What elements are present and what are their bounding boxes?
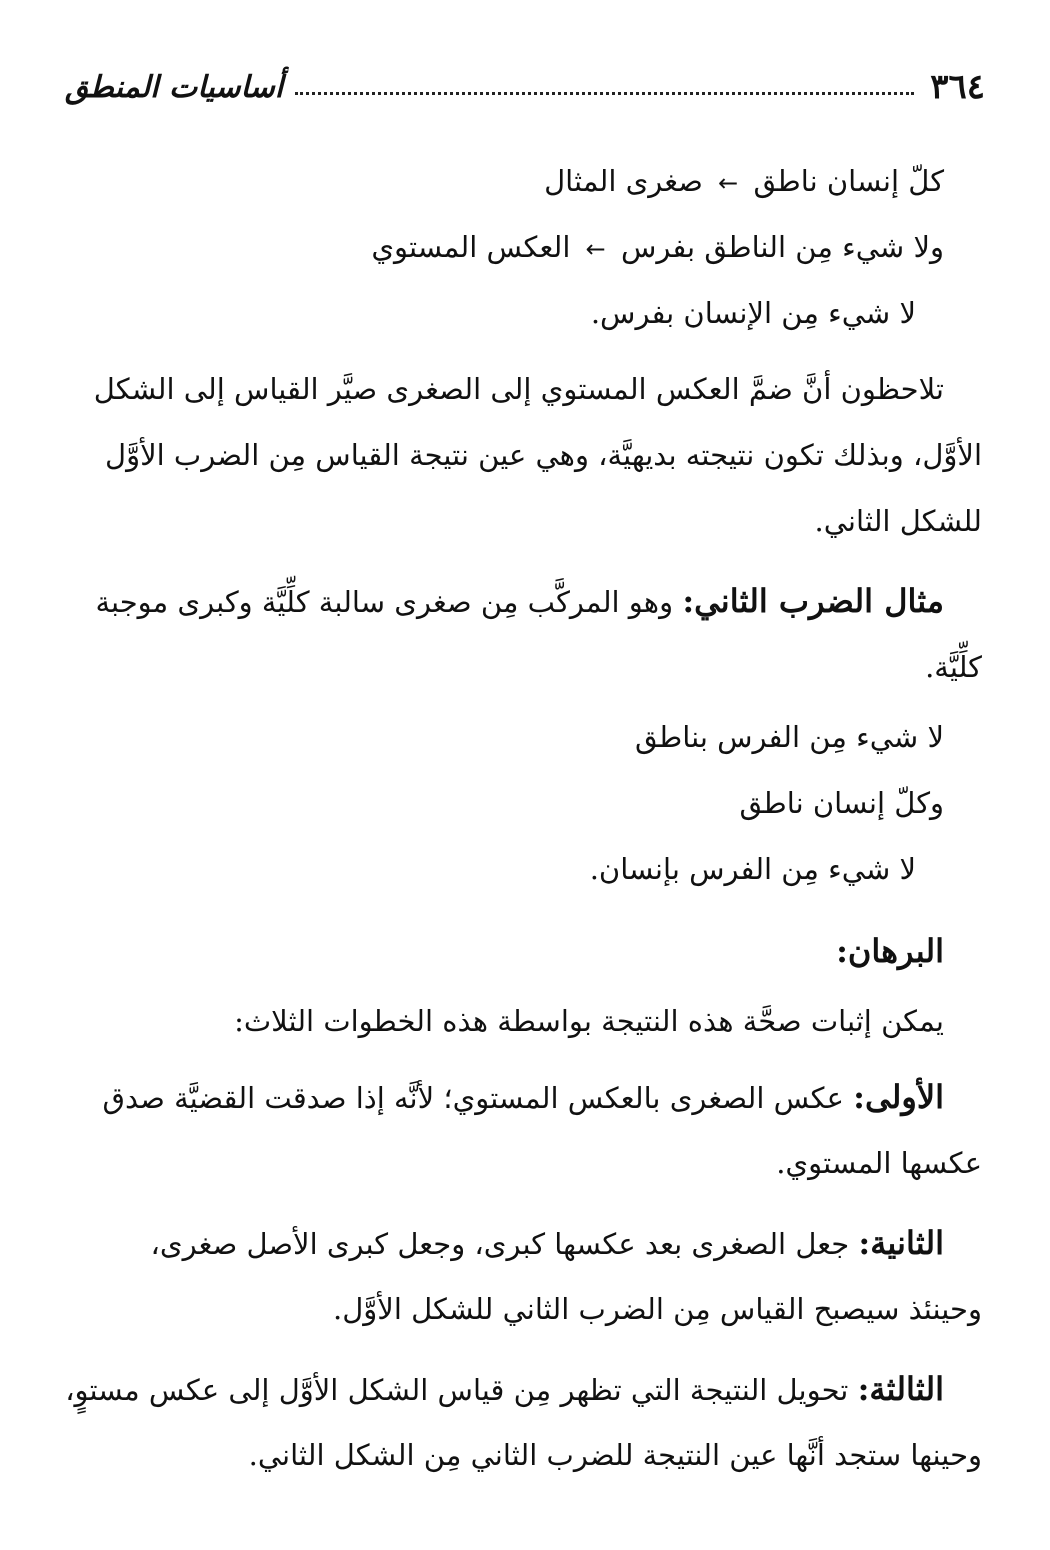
example1-premise-minor <box>66 148 982 214</box>
paragraph-observation <box>66 356 982 554</box>
example2-conclusion: لا شيء مِن الفرس بإنسان. <box>589 852 916 886</box>
paragraph-second-mood-line-2: كلِّيَّة. <box>925 650 982 684</box>
proof-step-3-text: تحويل النتيجة التي تظهر مِن قياس الشكل الأوَّل إلى عكس مستوٍ، <box>65 1373 849 1407</box>
header-dotted-leader <box>295 92 914 95</box>
example1-premise-minor-note: صغرى المثال <box>544 164 703 198</box>
proof-step-1-line-1 <box>66 1064 982 1130</box>
proof-heading: البرهان: <box>836 932 944 970</box>
page-content <box>66 148 982 1492</box>
paragraph-second-mood <box>66 568 982 700</box>
proof-step-2-line-1 <box>66 1210 982 1276</box>
proof-step-2-label: الثانية: <box>858 1224 944 1262</box>
arrow-icon: ← <box>585 235 606 263</box>
second-mood-text: وهو المركَّب مِن صغرى سالبة كلِّيَّة وكبرى موجبة <box>95 585 674 619</box>
example1-premise-major-note: العكس المستوي <box>371 230 571 264</box>
example1-premise-minor-text: كلّ إنسان ناطق <box>753 164 944 198</box>
proof-step-1-text: عكس الصغرى بالعكس المستوي؛ لأنَّه إذا صدقت القضيَّة صدق <box>102 1081 844 1115</box>
paragraph-observation-line-3: للشكل الثاني. <box>814 504 982 538</box>
example1-premise-major <box>66 214 982 280</box>
proof-step-1-label: الأولى: <box>853 1078 944 1116</box>
second-mood-heading: مثال الضرب الثاني: <box>682 582 944 620</box>
paragraph-observation-line-1: تلاحظون أنَّ ضمَّ العكس المستوي إلى الصغرى صيَّر القياس إلى الشكل <box>93 372 944 406</box>
proof-step-3-line-1 <box>66 1356 982 1422</box>
proof-step-3 <box>66 1356 982 1488</box>
example1-conclusion: لا شيء مِن الإنسان بفرس. <box>590 296 916 330</box>
page-number: ٣٦٤ <box>930 67 985 107</box>
proof-step-1 <box>66 1064 982 1196</box>
page-header <box>65 62 985 112</box>
example2-premise-major: وكلّ إنسان ناطق <box>739 786 944 820</box>
arrow-icon: ← <box>718 169 739 197</box>
paragraph-second-mood-line-1 <box>66 568 982 634</box>
proof-step-3-label: الثالثة: <box>857 1370 944 1408</box>
proof-step-2-line-2: وحينئذ سيصبح القياس مِن الضرب الثاني للشكل الأوَّل. <box>332 1292 982 1326</box>
proof-step-2 <box>66 1210 982 1342</box>
proof-intro: يمكن إثبات صحَّة هذه النتيجة بواسطة هذه الخطوات الثلاث: <box>234 1004 944 1038</box>
proof-step-1-line-2: عكسها المستوي. <box>776 1146 982 1180</box>
book-title: أساسيات المنطق <box>65 69 284 105</box>
proof-step-2-text: جعل الصغرى بعد عكسها كبرى، وجعل كبرى الأصل صغرى، <box>150 1227 850 1261</box>
example2-premise-minor: لا شيء مِن الفرس بناطق <box>634 720 944 754</box>
example1-premise-major-text: ولا شيء مِن الناطق بفرس <box>620 230 944 264</box>
proof-step-3-line-2: وحينها ستجد أنَّها عين النتيجة للضرب الثاني مِن الشكل الثاني. <box>248 1438 982 1472</box>
paragraph-observation-line-2: الأوَّل، وبذلك تكون نتيجته بديهيَّة، وهي عين نتيجة القياس مِن الضرب الأوَّل <box>105 438 982 472</box>
